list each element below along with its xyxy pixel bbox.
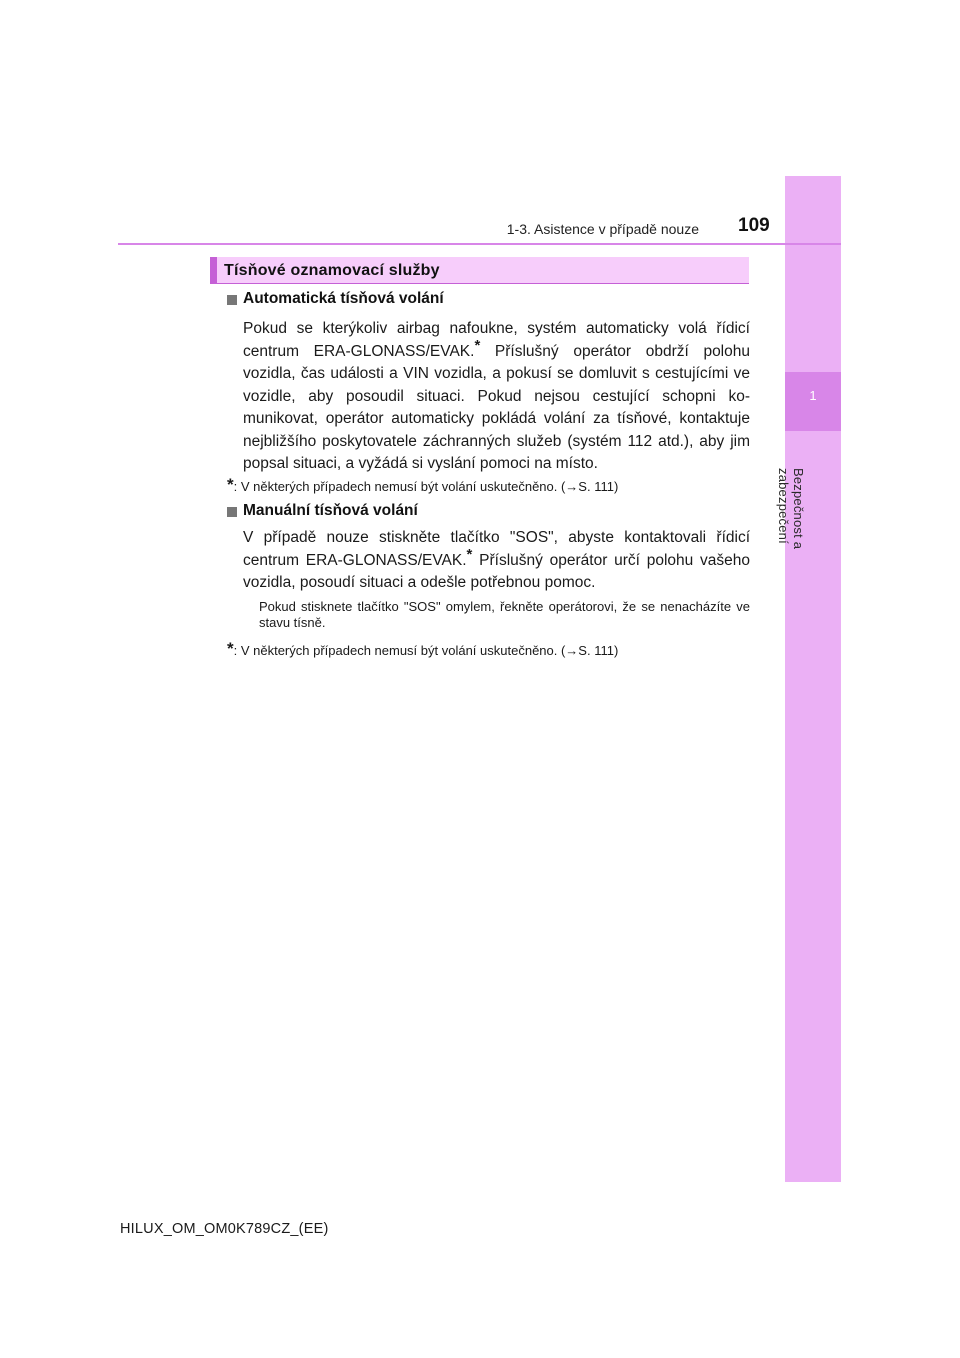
- chapter-title: Bezpečnost a zabezpečení: [776, 468, 806, 550]
- asterisk-mark: *: [474, 336, 481, 354]
- bullet-square-icon: [227, 507, 237, 517]
- auto-call-paragraph: [243, 318, 750, 476]
- header-divider: [118, 243, 841, 245]
- header-section-title: 1-3. Asistence v případě nouze: [506, 221, 699, 237]
- manual-call-small-note: Pokud stisknete tlačítko "SOS" omylem, řekněte operátorovi, že se nenacházíte ve stavu tísně.: [259, 599, 750, 630]
- footnote-asterisk: *: [227, 639, 234, 658]
- auto-call-text-1: Pokud se kterýkoliv airbag nafoukne, systém automaticky volá řídicí centrum ERA-GLONASS/EVAK.: [243, 320, 750, 360]
- manual-call-text-1: V případě nouze stiskněte tlačítko "SOS", abyste kontaktovali řídicí centrum ERA-GLONASS/EVAK.: [243, 529, 750, 569]
- bullet-square-icon: [227, 295, 237, 305]
- auto-call-footnote-text: : V některých případech nemusí být volání uskutečněno. (→S. 111): [233, 479, 619, 494]
- manual-call-footnote: [227, 639, 618, 659]
- auto-call-footnote: [227, 475, 618, 495]
- chapter-number: 1: [809, 388, 817, 403]
- manual-call-text-2: Příslušný operátor určí polohu vašeho vozidla, posoudí situaci a odešle potřebnou pomoc.: [243, 551, 750, 591]
- manual-call-heading: Manuální tísňová volání: [243, 502, 418, 519]
- auto-call-text-2: Příslušný operátor obdrží polohu vozidla, čas události a VIN vozidla, a pokusí se domluvit s cestujícími ve vozidle, aby posoudil situaci. Pokud nejsou cestující schopni komunikovat, operátor automaticky pokládá volání za tísňové, kontaktuje nejbližšího poskytovatele záchranných služeb (systém 112 atd.), aby jim popsal situaci, a vyžádá si vyslání pomoci na místo.: [243, 342, 750, 472]
- footnote-asterisk: *: [227, 475, 234, 494]
- chapter-sidebar: [776, 176, 841, 1182]
- manual-call-paragraph: [243, 527, 750, 595]
- manual-call-footnote-text: : V některých případech nemusí být volání uskutečněno. (→S. 111): [233, 643, 619, 658]
- asterisk-mark: *: [466, 545, 473, 563]
- page-number: 109: [738, 215, 770, 236]
- auto-call-heading: Automatická tísňová volání: [243, 290, 444, 307]
- document-code: HILUX_OM_OM0K789CZ_(EE): [120, 1221, 329, 1237]
- section-title: Tísňové oznamovací služby: [224, 262, 440, 279]
